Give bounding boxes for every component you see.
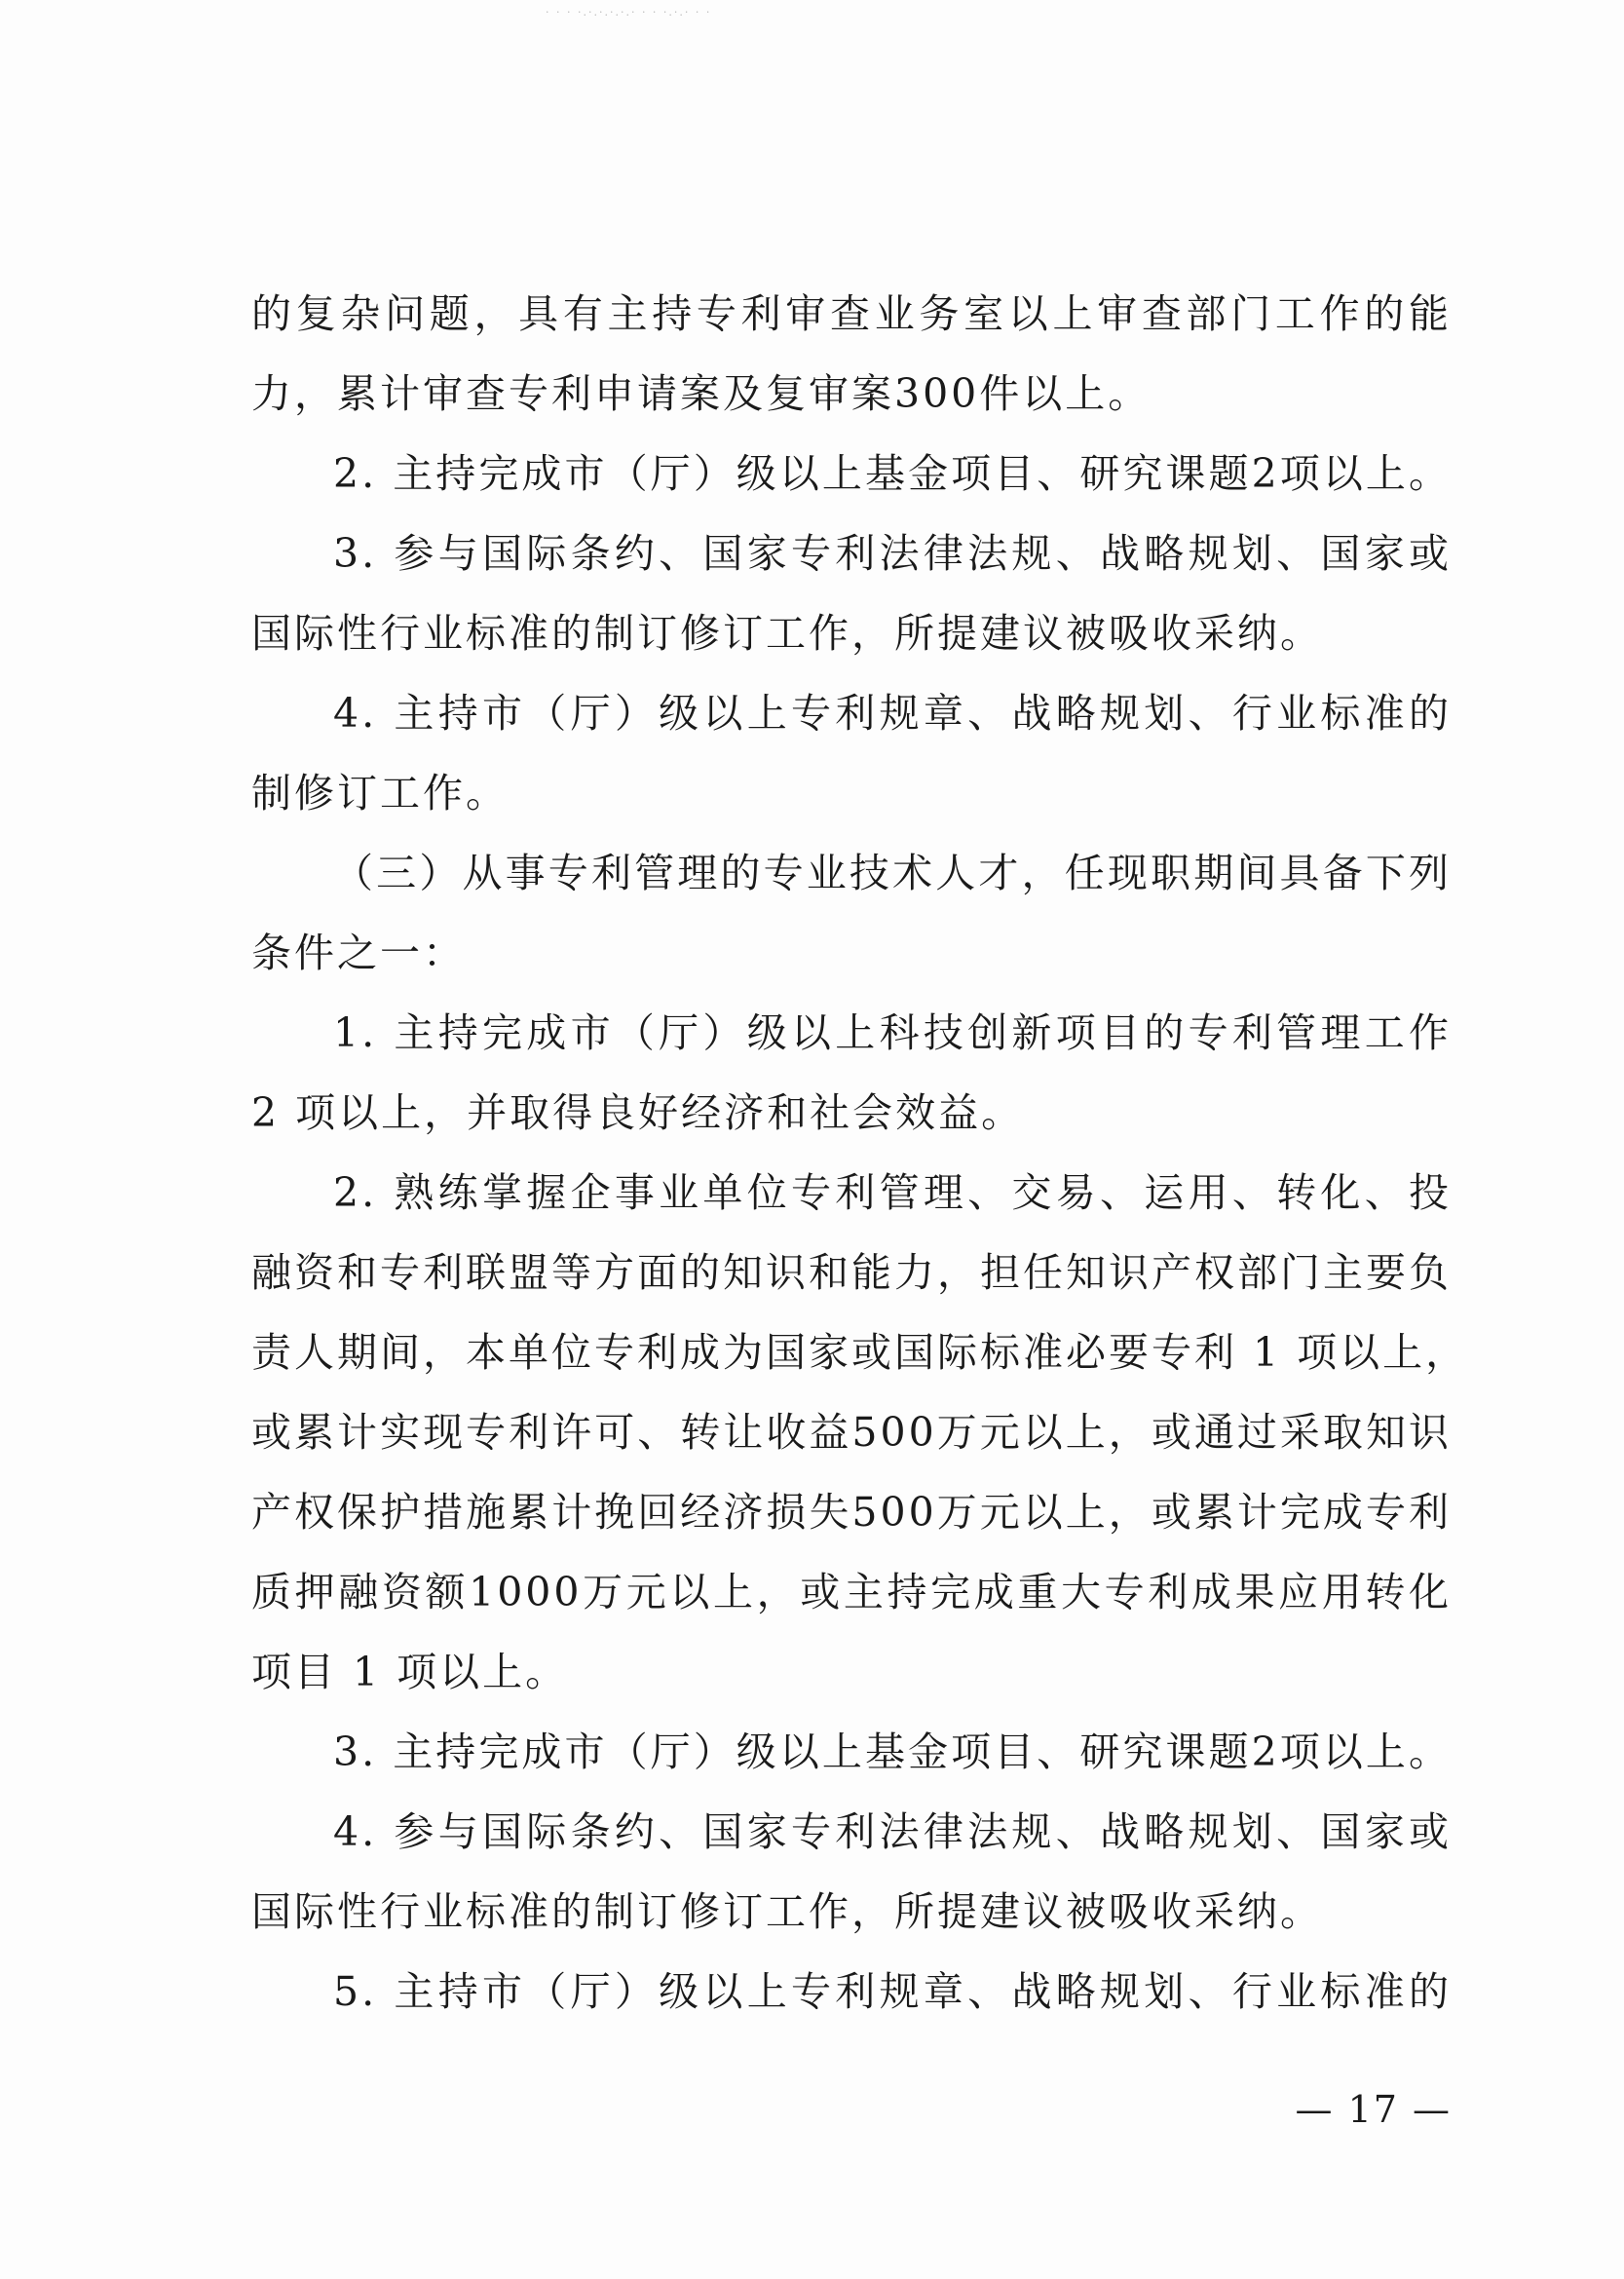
text-line: 国际性行业标准的制订修订工作，所提建议被吸收采纳。: [251, 610, 1323, 657]
text-line: 5. 主持市（厅）级以上专利规章、战略规划、行业标准的: [333, 1968, 1452, 2015]
text-line: 制修订工作。: [251, 770, 509, 817]
text-line: 1. 主持完成市（厅）级以上科技创新项目的专利管理工作: [333, 1009, 1452, 1056]
text-line: 3. 主持完成市（厅）级以上基金项目、研究课题2项以上。: [333, 1728, 1452, 1775]
text-line: 质押融资额1000万元以上，或主持完成重大专利成果应用转化: [251, 1569, 1452, 1615]
text-line: 2. 主持完成市（厅）级以上基金项目、研究课题2项以上。: [333, 450, 1452, 497]
text-line: 项目 1 项以上。: [251, 1649, 569, 1695]
text-line: 产权保护措施累计挽回经济损失500万元以上，或累计完成专利: [251, 1489, 1452, 1536]
text-line: 的复杂问题，具有主持专利审查业务室以上审查部门工作的能: [251, 290, 1452, 337]
text-line: 国际性行业标准的制订修订工作，所提建议被吸收采纳。: [251, 1888, 1323, 1935]
text-line: 2. 熟练掌握企事业单位专利管理、交易、运用、转化、投: [333, 1169, 1452, 1216]
text-line: 2 项以上，并取得良好经济和社会效益。: [251, 1089, 1025, 1136]
text-line: 力，累计审查专利申请案及复审案300件以上。: [251, 370, 1152, 417]
text-line: 条件之一：: [251, 930, 466, 976]
text-line: 或累计实现专利许可、转让收益500万元以上，或通过采取知识: [251, 1409, 1452, 1456]
text-line: 4. 参与国际条约、国家专利法律法规、战略规划、国家或: [333, 1808, 1452, 1855]
text-line: 融资和专利联盟等方面的知识和能力，担任知识产权部门主要负: [251, 1249, 1452, 1296]
scan-artifact: · · · ·.·.·.·.·.· · · ·.·.· · ·: [546, 6, 712, 19]
section-heading: （三）从事专利管理的专业技术人才，任现职期间具备下列: [333, 850, 1452, 896]
text-line: 责人期间，本单位专利成为国家或国际标准必要专利 1 项以上，: [251, 1329, 1469, 1376]
page-number: — 17 —: [1295, 2088, 1452, 2131]
text-line: 3. 参与国际条约、国家专利法律法规、战略规划、国家或: [333, 530, 1452, 577]
text-line: 4. 主持市（厅）级以上专利规章、战略规划、行业标准的: [333, 690, 1452, 737]
